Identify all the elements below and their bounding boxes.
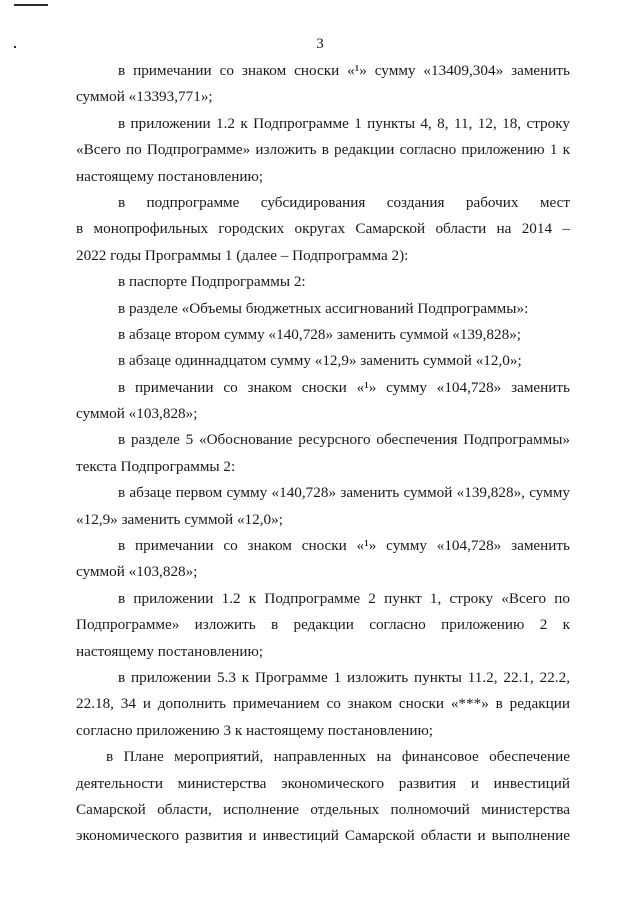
paragraph-line: в монопрофильных городских округах Самарской области на 2014 –	[76, 220, 570, 238]
paragraph-line: суммой «103,828»;	[76, 405, 198, 423]
paragraph-line: 2022 годы Программы 1 (далее – Подпрограмма 2):	[76, 246, 409, 264]
document-body	[76, 58, 570, 850]
scan-artifact-top	[14, 4, 48, 6]
paragraph	[76, 111, 570, 190]
paragraph-line: в примечании со знаком сноски «¹» сумму «104,728» заменить	[118, 378, 570, 396]
paragraph	[76, 744, 570, 850]
paragraph-line: деятельности министерства экономического развития и инвестиций	[76, 774, 570, 792]
paragraph	[76, 269, 570, 295]
page-number: 3	[316, 36, 324, 52]
paragraph	[76, 533, 570, 586]
paragraph-line: «12,9» заменить суммой «12,0»;	[76, 510, 283, 528]
paragraph	[76, 427, 570, 480]
paragraph-line: в абзаце одиннадцатом сумму «12,9» заменить суммой «12,0»;	[118, 352, 522, 370]
paragraph-line: «Всего по Подпрограмме» изложить в редакции согласно приложению 1 к	[76, 141, 570, 159]
paragraph-line: в приложении 1.2 к Подпрограмме 1 пункты 4, 8, 11, 12, 18, строку	[118, 114, 570, 132]
paragraph	[76, 322, 570, 348]
paragraph	[76, 348, 570, 374]
paragraph	[76, 190, 570, 269]
paragraph-line: экономического развития и инвестиций Самарской области и выполнение	[76, 827, 570, 845]
paragraph-line: в приложении 5.3 к Программе 1 изложить пункты 11.2, 22.1, 22.2,	[118, 668, 570, 686]
paragraph	[76, 480, 570, 533]
paragraph	[76, 586, 570, 665]
paragraph-line: 22.18, 34 и дополнить примечанием со знаком сноски «***» в редакции	[76, 695, 570, 713]
paragraph-line: суммой «13393,771»;	[76, 88, 213, 106]
paragraph-line: в примечании со знаком сноски «¹» сумму «13409,304» заменить	[118, 62, 570, 79]
paragraph-line: настоящему постановлению;	[76, 642, 264, 660]
paragraph-line: в подпрограмме субсидирования создания рабочих мест	[118, 193, 570, 211]
paragraph-line: согласно приложению 3 к настоящему постановлению;	[76, 721, 434, 739]
paragraph-line: в Плане мероприятий, направленных на финансовое обеспечение	[106, 748, 570, 766]
paragraph	[76, 665, 570, 744]
paragraph-line: суммой «103,828»;	[76, 563, 198, 581]
paragraph-line: в примечании со знаком сноски «¹» сумму «104,728» заменить	[118, 537, 570, 555]
paragraph-line: Самарской области, исполнение отдельных полномочий министерства	[76, 800, 570, 818]
paragraph-line: в разделе «Объемы бюджетных ассигнований Подпрограммы»:	[118, 299, 529, 317]
paragraph-line: в абзаце втором сумму «140,728» заменить суммой «139,828»;	[118, 325, 522, 343]
paragraph-line: Подпрограмме» изложить в редакции согласно приложению 2 к	[76, 616, 570, 634]
paragraph-line: текста Подпрограммы 2:	[76, 457, 236, 475]
paragraph	[76, 58, 570, 111]
paragraph-line: в абзаце первом сумму «140,728» заменить суммой «139,828», сумму	[118, 484, 570, 502]
paragraph	[76, 375, 570, 428]
paragraph-line: настоящему постановлению;	[76, 167, 264, 185]
paragraph-line: в приложении 1.2 к Подпрограмме 2 пункт 1, строку «Всего по	[118, 589, 570, 607]
paragraph	[76, 296, 570, 322]
paragraph-line: в паспорте Подпрограммы 2:	[118, 273, 306, 291]
paragraph-line: в разделе 5 «Обоснование ресурсного обеспечения Подпрограммы»	[118, 431, 570, 449]
